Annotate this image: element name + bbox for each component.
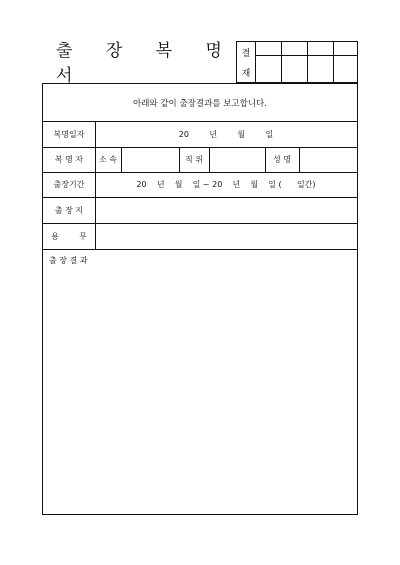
period-field[interactable]: 20 년 월 일 ~ 20 년 월 일 ( 일간) <box>136 180 316 189</box>
document-title: 출 장 복 명 서 <box>56 41 236 86</box>
dept-label: 소 속 <box>99 155 117 164</box>
purpose-field[interactable] <box>95 223 357 249</box>
approval-col-3 <box>333 42 334 82</box>
report-date-field[interactable]: 20 년 월 일 <box>178 129 274 139</box>
reporter-row <box>43 147 357 173</box>
dept-field[interactable] <box>121 147 179 172</box>
report-date-label: 복명일자 <box>53 129 85 139</box>
name-field[interactable] <box>299 147 357 172</box>
approval-divider <box>255 42 256 82</box>
period-row <box>43 172 357 198</box>
destination-row <box>43 197 357 224</box>
approval-label-top: 결 <box>241 48 251 59</box>
approval-header-line <box>255 55 357 56</box>
approval-box <box>236 41 358 83</box>
purpose-row <box>43 223 357 250</box>
destination-field[interactable] <box>95 197 357 223</box>
report-date-row <box>43 121 357 148</box>
purpose-label: 용 무 <box>51 231 87 241</box>
reporter-label: 복 명 자 <box>54 155 84 164</box>
result-area[interactable] <box>43 266 357 514</box>
report-form <box>42 83 358 515</box>
approval-label-bottom: 재 <box>241 68 251 79</box>
position-label: 직 위 <box>185 155 203 164</box>
approval-col-2 <box>307 42 308 82</box>
notice-row <box>43 84 357 122</box>
destination-label: 출 장 지 <box>54 205 84 215</box>
result-label: 출 장 결 과 <box>49 256 88 265</box>
name-label: 성 명 <box>273 155 291 164</box>
approval-col-1 <box>281 42 282 82</box>
position-field[interactable] <box>209 147 265 172</box>
period-label: 출장기간 <box>53 180 85 189</box>
notice-text: 아래와 같이 출장결과를 보고합니다. <box>133 98 267 109</box>
